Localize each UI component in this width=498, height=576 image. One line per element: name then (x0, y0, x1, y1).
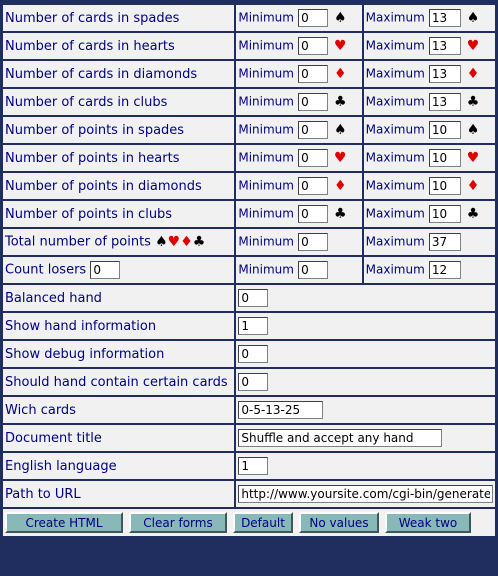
minimum-cell (236, 257, 361, 283)
minimum-cell (236, 145, 361, 171)
row-label (3, 285, 234, 311)
row-label (3, 425, 234, 451)
option-row (3, 453, 495, 479)
club-icon: ♣ (333, 94, 347, 110)
count-losers-label: Count losers (5, 262, 87, 278)
maximum-cell (364, 173, 495, 199)
maximum-cell (364, 117, 495, 143)
row-label (3, 257, 234, 283)
maximum-cell (364, 33, 495, 59)
maximum-cell (364, 257, 495, 283)
heart-icon: ♥ (466, 38, 480, 54)
row-label-text: Number of points in spades (5, 122, 185, 138)
row-label (3, 89, 234, 115)
diamond-icon: ♦ (466, 66, 480, 82)
total-points-label: Total number of points (5, 234, 151, 250)
row-label-text: Number of cards in hearts (5, 38, 175, 54)
range-row (3, 145, 495, 171)
certain-cards-input[interactable] (238, 373, 268, 391)
row-label (3, 229, 234, 255)
english-language-input[interactable] (238, 457, 268, 475)
hand-generator-form (1, 3, 497, 538)
document-title-input[interactable] (238, 429, 442, 447)
minimum-label: Minimum (238, 38, 294, 53)
minimum-label: Minimum (238, 262, 294, 277)
value-cell (236, 313, 495, 339)
range-row (3, 33, 495, 59)
maximum-cell (364, 229, 495, 255)
maximum-input[interactable] (429, 37, 461, 55)
club-icon: ♣ (466, 206, 480, 222)
minimum-cell (236, 117, 361, 143)
row-label-text: Wich cards (5, 402, 76, 418)
button-bar (3, 509, 495, 536)
spade-icon: ♠ (333, 122, 347, 138)
row-label (3, 369, 234, 395)
row-label-text: Number of cards in diamonds (5, 66, 198, 82)
value-cell (236, 453, 495, 479)
button-bar-cell (3, 509, 495, 536)
row-label (3, 173, 234, 199)
row-label (3, 201, 234, 227)
row-label-text: Balanced hand (5, 290, 102, 306)
maximum-label: Maximum (365, 122, 425, 137)
maximum-input[interactable] (429, 65, 461, 83)
count-losers-input[interactable] (90, 261, 120, 279)
row-label-text: Path to URL (5, 486, 81, 502)
minimum-label: Minimum (238, 122, 294, 137)
row-label-text: Number of points in diamonds (5, 178, 202, 194)
show-debug-info-input[interactable] (238, 345, 268, 363)
range-row (3, 117, 495, 143)
row-label-text: Number of cards in spades (5, 10, 180, 26)
minimum-input[interactable] (298, 37, 328, 55)
row-label (3, 117, 234, 143)
minimum-cell (236, 89, 361, 115)
minimum-label: Minimum (238, 234, 294, 249)
maximum-label: Maximum (365, 38, 425, 53)
maximum-label: Maximum (365, 94, 425, 109)
club-icon: ♣ (333, 206, 347, 222)
minimum-cell (236, 173, 361, 199)
row-label (3, 61, 234, 87)
losers-maximum-input[interactable] (429, 261, 461, 279)
which-cards-input[interactable] (238, 401, 323, 419)
row-label (3, 453, 234, 479)
value-cell (236, 341, 495, 367)
minimum-label: Minimum (238, 150, 294, 165)
total-points-minimum-input[interactable] (298, 233, 328, 251)
row-label-text: Show debug information (5, 346, 165, 362)
option-row (3, 341, 495, 367)
maximum-label: Maximum (365, 150, 425, 165)
value-cell (236, 369, 495, 395)
minimum-input[interactable] (298, 9, 328, 27)
row-label-text: Document title (5, 430, 102, 446)
value-cell (236, 397, 495, 423)
diamond-icon: ♦ (180, 234, 193, 250)
range-row (3, 173, 495, 199)
total-points-row (3, 229, 495, 255)
value-cell (236, 285, 495, 311)
no-values-button[interactable]: No values (299, 512, 379, 533)
minimum-input[interactable] (298, 149, 328, 167)
minimum-label: Minimum (238, 206, 294, 221)
diamond-icon: ♦ (466, 178, 480, 194)
option-row (3, 397, 495, 423)
button-row (3, 509, 495, 536)
minimum-cell (236, 229, 361, 255)
minimum-input[interactable] (298, 65, 328, 83)
spade-icon: ♠ (466, 122, 480, 138)
minimum-input[interactable] (298, 93, 328, 111)
option-row (3, 425, 495, 451)
weak-two-button[interactable]: Weak two (385, 512, 471, 533)
minimum-label: Minimum (238, 178, 294, 193)
row-label-text: Should hand contain certain cards (5, 374, 228, 390)
option-row (3, 285, 495, 311)
maximum-label: Maximum (365, 66, 425, 81)
maximum-label: Maximum (365, 178, 425, 193)
maximum-input[interactable] (429, 205, 461, 223)
maximum-input[interactable] (429, 9, 461, 27)
club-icon: ♣ (466, 94, 480, 110)
heart-icon: ♥ (466, 150, 480, 166)
create-html-button[interactable]: Create HTML (5, 512, 123, 533)
maximum-cell (364, 5, 495, 31)
minimum-cell (236, 201, 361, 227)
maximum-input[interactable] (429, 121, 461, 139)
show-hand-info-input[interactable] (238, 317, 268, 335)
spade-icon: ♠ (333, 10, 347, 26)
row-label-text: Number of points in hearts (5, 150, 180, 166)
row-label-text: Number of points in clubs (5, 206, 173, 222)
heart-icon: ♥ (333, 38, 347, 54)
maximum-input[interactable] (429, 149, 461, 167)
range-row (3, 201, 495, 227)
minimum-label: Minimum (238, 94, 294, 109)
row-label (3, 145, 234, 171)
minimum-input[interactable] (298, 205, 328, 223)
row-label (3, 33, 234, 59)
minimum-input[interactable] (298, 177, 328, 195)
range-row (3, 89, 495, 115)
row-label (3, 481, 234, 507)
maximum-input[interactable] (429, 177, 461, 195)
heart-icon: ♥ (333, 150, 347, 166)
maximum-cell (364, 89, 495, 115)
minimum-cell (236, 5, 361, 31)
spade-icon: ♠ (155, 234, 168, 250)
value-cell (236, 481, 495, 507)
club-icon: ♣ (192, 234, 206, 250)
row-label-text: English language (5, 458, 117, 474)
maximum-cell (364, 201, 495, 227)
maximum-cell (364, 61, 495, 87)
clear-forms-button[interactable]: Clear forms (129, 512, 227, 533)
maximum-label: Maximum (365, 234, 425, 249)
minimum-cell (236, 61, 361, 87)
row-label-text: Show hand information (5, 318, 157, 334)
default-button[interactable]: Default (233, 512, 293, 533)
minimum-cell (236, 33, 361, 59)
count-losers-row (3, 257, 495, 283)
losers-minimum-input[interactable] (298, 261, 328, 279)
spade-icon: ♠ (466, 10, 480, 26)
row-label (3, 313, 234, 339)
balanced-hand-input[interactable] (238, 289, 268, 307)
option-row (3, 369, 495, 395)
row-label (3, 5, 234, 31)
row-label-text: Number of cards in clubs (5, 94, 168, 110)
maximum-label: Maximum (365, 262, 425, 277)
minimum-input[interactable] (298, 121, 328, 139)
maximum-input[interactable] (429, 93, 461, 111)
path-to-url-input[interactable] (238, 485, 493, 503)
option-row (3, 481, 495, 507)
row-label (3, 341, 234, 367)
diamond-icon: ♦ (333, 178, 347, 194)
minimum-label: Minimum (238, 10, 294, 25)
row-label (3, 397, 234, 423)
value-cell (236, 425, 495, 451)
range-row (3, 5, 495, 31)
diamond-icon: ♦ (333, 66, 347, 82)
total-points-maximum-input[interactable] (429, 233, 461, 251)
maximum-label: Maximum (365, 206, 425, 221)
option-row (3, 313, 495, 339)
heart-icon: ♥ (167, 234, 181, 250)
maximum-cell (364, 145, 495, 171)
range-row (3, 61, 495, 87)
minimum-label: Minimum (238, 66, 294, 81)
maximum-label: Maximum (365, 10, 425, 25)
